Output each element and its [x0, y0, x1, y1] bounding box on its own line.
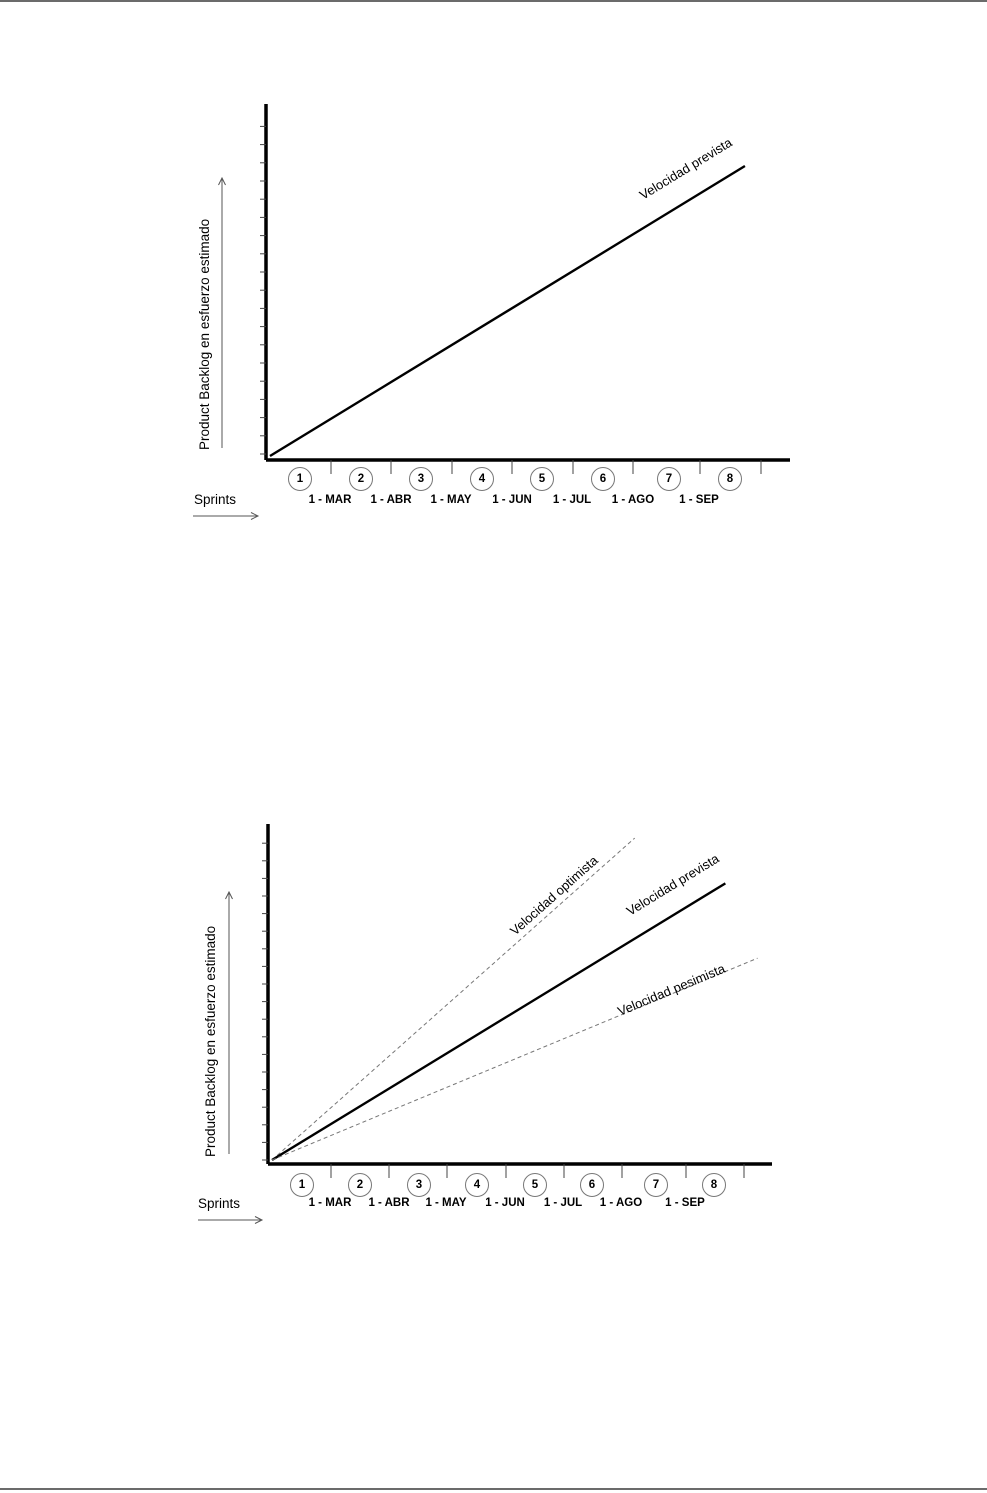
sprint-number: 5 — [538, 473, 546, 485]
sprint-number: 2 — [357, 473, 365, 485]
sprint-number: 4 — [473, 1179, 481, 1191]
month-label: 1 - ABR — [370, 494, 412, 506]
y-axis-label: Product Backlog en esfuerzo estimado — [203, 925, 218, 1157]
sprint-number: 4 — [478, 473, 486, 485]
month-label: 1 - MAY — [425, 1197, 467, 1209]
sprint-number: 8 — [710, 1179, 718, 1191]
sprint-number: 1 — [296, 473, 304, 485]
sprint-number: 7 — [652, 1179, 660, 1191]
y-axis-arrow — [219, 178, 226, 448]
sprint-number: 8 — [726, 473, 734, 485]
month-label: 1 - ABR — [368, 1197, 410, 1209]
chart-velocidades-comparadas — [0, 810, 987, 1250]
x-axis-label: Sprints — [198, 1196, 241, 1211]
sprint-number: 3 — [417, 473, 425, 485]
month-label: 1 - JUN — [485, 1197, 525, 1209]
month-label: 1 - JUL — [552, 494, 592, 506]
sprint-number: 6 — [599, 473, 607, 485]
month-label: 1 - SEP — [679, 494, 719, 506]
month-label: 1 - MAR — [308, 494, 352, 506]
series-line — [272, 838, 635, 1160]
sprint-number: 2 — [356, 1179, 364, 1191]
bottom-rule — [0, 1488, 987, 1490]
series-label: Velocidad prevista — [623, 850, 722, 919]
month-label: 1 - JUL — [543, 1197, 583, 1209]
x-axis-arrow — [193, 513, 258, 520]
series-line — [272, 883, 725, 1160]
sprint-number: 1 — [298, 1179, 306, 1191]
month-label: 1 - MAY — [430, 494, 472, 506]
month-label: 1 - JUN — [492, 494, 532, 506]
sprint-number: 6 — [588, 1179, 596, 1191]
top-rule — [0, 0, 987, 2]
month-label: 1 - MAR — [308, 1197, 352, 1209]
sprint-number: 3 — [415, 1179, 423, 1191]
y-axis-arrow — [226, 892, 233, 1154]
x-axis-label: Sprints — [194, 492, 237, 507]
series-label: Velocidad pesimista — [615, 960, 728, 1019]
month-label: 1 - SEP — [665, 1197, 705, 1209]
series-line — [270, 166, 745, 456]
month-label: 1 - AGO — [599, 1197, 643, 1209]
y-axis-label: Product Backlog en esfuerzo estimado — [197, 218, 212, 450]
sprint-number: 5 — [531, 1179, 539, 1191]
x-axis-arrow — [198, 1217, 262, 1224]
chart-velocidad-prevista — [0, 90, 987, 550]
month-label: 1 - AGO — [611, 494, 655, 506]
series-label: Velocidad prevista — [636, 134, 735, 203]
sprint-number: 7 — [665, 473, 673, 485]
series-label: Velocidad optimista — [507, 852, 601, 939]
